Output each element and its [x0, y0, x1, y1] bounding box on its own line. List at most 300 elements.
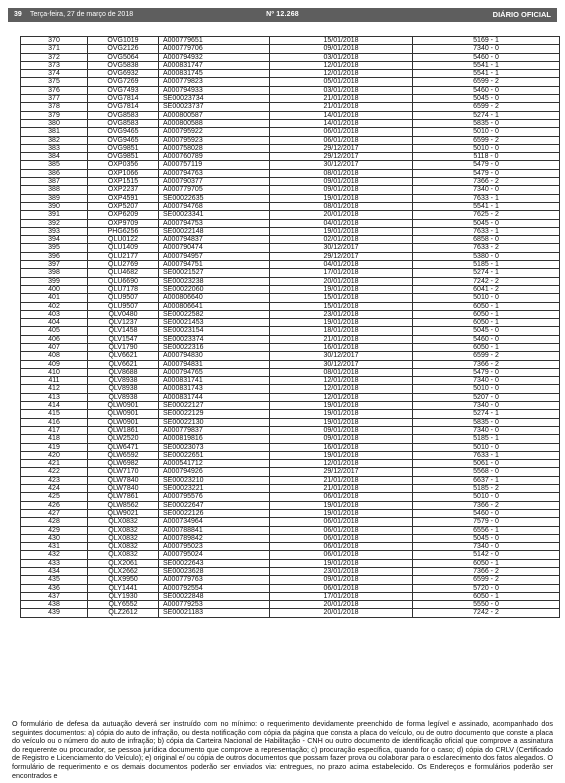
cell-infraction-code: A000779763 [159, 576, 270, 584]
cell-plate: QLY1441 [88, 584, 159, 592]
cell-plate: QLV1458 [88, 327, 159, 335]
cell-plate: QLW6592 [88, 451, 159, 459]
infractions-table-body [21, 37, 560, 618]
table-row [21, 460, 560, 468]
cell-code: 6050 - 1 [413, 559, 560, 567]
cell-date: 23/01/2018 [270, 310, 413, 318]
cell-infraction-code: A000794933 [159, 86, 270, 94]
cell-code: 5720 - 0 [413, 584, 560, 592]
cell-code: 7242 - 2 [413, 609, 560, 617]
cell-infraction-code: A000806641 [159, 302, 270, 310]
cell-code: 5010 - 0 [413, 128, 560, 136]
table-row [21, 485, 560, 493]
cell-code: 5010 - 0 [413, 294, 560, 302]
cell-row-number: 385 [21, 161, 88, 169]
cell-row-number: 407 [21, 343, 88, 351]
table-row [21, 202, 560, 210]
cell-date: 08/01/2018 [270, 169, 413, 177]
table-row [21, 576, 560, 584]
cell-code: 5274 - 1 [413, 269, 560, 277]
table-row [21, 360, 560, 368]
cell-infraction-code: A000831744 [159, 393, 270, 401]
cell-plate: QLW7170 [88, 468, 159, 476]
table-row [21, 95, 560, 103]
cell-row-number: 420 [21, 451, 88, 459]
cell-row-number: 389 [21, 194, 88, 202]
cell-infraction-code: A000795023 [159, 543, 270, 551]
cell-date: 09/01/2018 [270, 435, 413, 443]
cell-plate: QLY6552 [88, 601, 159, 609]
cell-date: 19/01/2018 [270, 559, 413, 567]
table-row [21, 169, 560, 177]
table-row [21, 443, 560, 451]
table-row [21, 227, 560, 235]
cell-infraction-code: SE00023734 [159, 95, 270, 103]
cell-row-number: 412 [21, 385, 88, 393]
cell-plate: QLX0832 [88, 526, 159, 534]
cell-code: 5010 - 0 [413, 443, 560, 451]
table-row [21, 468, 560, 476]
cell-plate: OVG9851 [88, 153, 159, 161]
cell-row-number: 427 [21, 509, 88, 517]
cell-infraction-code: A000790474 [159, 244, 270, 252]
cell-row-number: 398 [21, 269, 88, 277]
cell-row-number: 383 [21, 144, 88, 152]
cell-code: 7633 - 1 [413, 227, 560, 235]
cell-infraction-code: A000794765 [159, 368, 270, 376]
cell-code: 7366 - 2 [413, 501, 560, 509]
cell-plate: OVG7493 [88, 86, 159, 94]
cell-plate: QLU1409 [88, 244, 159, 252]
cell-plate: OVG7269 [88, 78, 159, 86]
cell-code: 6556 - 1 [413, 526, 560, 534]
cell-row-number: 377 [21, 95, 88, 103]
cell-plate: QLV8688 [88, 368, 159, 376]
cell-date: 08/01/2018 [270, 202, 413, 210]
cell-date: 09/01/2018 [270, 426, 413, 434]
table-row [21, 244, 560, 252]
table-row [21, 568, 560, 576]
cell-row-number: 373 [21, 61, 88, 69]
cell-code: 7366 - 2 [413, 568, 560, 576]
cell-row-number: 404 [21, 319, 88, 327]
cell-infraction-code: A000819816 [159, 435, 270, 443]
cell-code: 6599 - 2 [413, 352, 560, 360]
cell-plate: OXP1066 [88, 169, 159, 177]
cell-infraction-code: A000794830 [159, 352, 270, 360]
cell-date: 06/01/2018 [270, 136, 413, 144]
cell-row-number: 432 [21, 551, 88, 559]
cell-infraction-code: SE00022316 [159, 343, 270, 351]
table-row [21, 219, 560, 227]
cell-plate: QLU2769 [88, 261, 159, 269]
infractions-table-container [20, 36, 549, 618]
cell-plate: QLX9950 [88, 576, 159, 584]
table-row [21, 103, 560, 111]
cell-plate: QLW0901 [88, 418, 159, 426]
cell-plate: QLV8938 [88, 377, 159, 385]
cell-code: 5010 - 0 [413, 493, 560, 501]
cell-code: 5479 - 0 [413, 161, 560, 169]
cell-row-number: 415 [21, 410, 88, 418]
table-row [21, 426, 560, 434]
table-row [21, 402, 560, 410]
cell-code: 6041 - 2 [413, 285, 560, 293]
cell-code: 6858 - 0 [413, 236, 560, 244]
cell-date: 12/01/2018 [270, 70, 413, 78]
cell-infraction-code: A000800588 [159, 119, 270, 127]
cell-infraction-code: A000779706 [159, 45, 270, 53]
cell-infraction-code: SE00023238 [159, 277, 270, 285]
cell-plate: OVG8583 [88, 119, 159, 127]
table-row [21, 261, 560, 269]
cell-date: 08/01/2018 [270, 368, 413, 376]
table-row [21, 45, 560, 53]
cell-date: 03/01/2018 [270, 86, 413, 94]
cell-row-number: 381 [21, 128, 88, 136]
cell-plate: QLW7861 [88, 493, 159, 501]
cell-date: 20/01/2018 [270, 277, 413, 285]
cell-row-number: 414 [21, 402, 88, 410]
cell-date: 12/01/2018 [270, 377, 413, 385]
cell-plate: QLW6982 [88, 460, 159, 468]
cell-date: 19/01/2018 [270, 509, 413, 517]
cell-code: 6599 - 2 [413, 136, 560, 144]
cell-code: 5185 - 2 [413, 485, 560, 493]
cell-row-number: 397 [21, 261, 88, 269]
cell-date: 20/01/2018 [270, 601, 413, 609]
cell-infraction-code: A000831747 [159, 61, 270, 69]
table-row [21, 526, 560, 534]
cell-row-number: 405 [21, 327, 88, 335]
cell-infraction-code: A000541712 [159, 460, 270, 468]
cell-infraction-code: SE00022643 [159, 559, 270, 567]
cell-row-number: 410 [21, 368, 88, 376]
cell-code: 5185 - 1 [413, 261, 560, 269]
cell-row-number: 386 [21, 169, 88, 177]
cell-code: 7633 - 1 [413, 451, 560, 459]
cell-code: 5835 - 0 [413, 119, 560, 127]
cell-infraction-code: A000806640 [159, 294, 270, 302]
cell-infraction-code: A000794837 [159, 236, 270, 244]
cell-code: 5460 - 0 [413, 86, 560, 94]
table-row [21, 310, 560, 318]
cell-plate: PHG6256 [88, 227, 159, 235]
table-row [21, 319, 560, 327]
cell-row-number: 413 [21, 393, 88, 401]
table-row [21, 534, 560, 542]
cell-code: 7366 - 2 [413, 178, 560, 186]
cell-code: 6050 - 1 [413, 302, 560, 310]
cell-infraction-code: A000779837 [159, 426, 270, 434]
cell-row-number: 393 [21, 227, 88, 235]
cell-code: 5169 - 1 [413, 37, 560, 45]
cell-code: 5142 - 0 [413, 551, 560, 559]
cell-code: 5541 - 1 [413, 202, 560, 210]
cell-infraction-code: A000794926 [159, 468, 270, 476]
cell-row-number: 429 [21, 526, 88, 534]
table-row [21, 86, 560, 94]
cell-row-number: 406 [21, 335, 88, 343]
cell-infraction-code: SE00022127 [159, 402, 270, 410]
cell-row-number: 388 [21, 186, 88, 194]
cell-infraction-code: A000800587 [159, 111, 270, 119]
table-row [21, 377, 560, 385]
table-row [21, 61, 560, 69]
cell-code: 5541 - 1 [413, 61, 560, 69]
cell-code: 7340 - 0 [413, 543, 560, 551]
cell-date: 29/12/2017 [270, 252, 413, 260]
table-row [21, 285, 560, 293]
table-row [21, 418, 560, 426]
cell-date: 19/01/2018 [270, 418, 413, 426]
cell-row-number: 408 [21, 352, 88, 360]
table-row [21, 493, 560, 501]
table-row [21, 144, 560, 152]
cell-date: 19/01/2018 [270, 402, 413, 410]
cell-plate: QLZ2612 [88, 609, 159, 617]
cell-row-number: 421 [21, 460, 88, 468]
cell-code: 5479 - 0 [413, 368, 560, 376]
cell-date: 12/01/2018 [270, 460, 413, 468]
cell-row-number: 439 [21, 609, 88, 617]
cell-date: 06/01/2018 [270, 551, 413, 559]
cell-infraction-code: A000757119 [159, 161, 270, 169]
cell-row-number: 370 [21, 37, 88, 45]
cell-date: 09/01/2018 [270, 576, 413, 584]
cell-row-number: 436 [21, 584, 88, 592]
cell-row-number: 428 [21, 518, 88, 526]
cell-row-number: 433 [21, 559, 88, 567]
cell-row-number: 400 [21, 285, 88, 293]
cell-date: 19/01/2018 [270, 451, 413, 459]
cell-plate: QLX2662 [88, 568, 159, 576]
table-row [21, 335, 560, 343]
cell-plate: OVG9465 [88, 128, 159, 136]
cell-code: 5045 - 0 [413, 534, 560, 542]
table-row [21, 559, 560, 567]
cell-code: 7366 - 2 [413, 360, 560, 368]
cell-infraction-code: A000831745 [159, 70, 270, 78]
cell-date: 21/01/2018 [270, 103, 413, 111]
cell-date: 16/01/2018 [270, 443, 413, 451]
cell-plate: QLV1547 [88, 335, 159, 343]
cell-row-number: 371 [21, 45, 88, 53]
table-row [21, 252, 560, 260]
cell-row-number: 376 [21, 86, 88, 94]
table-row [21, 302, 560, 310]
cell-plate: OVG1019 [88, 37, 159, 45]
cell-row-number: 394 [21, 236, 88, 244]
cell-plate: QLU0122 [88, 236, 159, 244]
cell-row-number: 382 [21, 136, 88, 144]
cell-infraction-code: SE00022129 [159, 410, 270, 418]
cell-row-number: 401 [21, 294, 88, 302]
cell-date: 18/01/2018 [270, 327, 413, 335]
cell-row-number: 390 [21, 202, 88, 210]
cell-code: 5274 - 1 [413, 410, 560, 418]
cell-plate: QLX2061 [88, 559, 159, 567]
cell-plate: OVG9465 [88, 136, 159, 144]
cell-date: 06/01/2018 [270, 128, 413, 136]
cell-plate: QLW1861 [88, 426, 159, 434]
table-row [21, 368, 560, 376]
table-row [21, 211, 560, 219]
cell-plate: OXP0356 [88, 161, 159, 169]
table-row [21, 37, 560, 45]
table-row [21, 153, 560, 161]
cell-code: 5460 - 0 [413, 509, 560, 517]
table-row [21, 269, 560, 277]
table-row [21, 277, 560, 285]
cell-infraction-code: A000779705 [159, 186, 270, 194]
table-row [21, 501, 560, 509]
cell-code: 5118 - 0 [413, 153, 560, 161]
cell-code: 7579 - 0 [413, 518, 560, 526]
cell-plate: QLV1237 [88, 319, 159, 327]
cell-plate: OVG5838 [88, 61, 159, 69]
cell-infraction-code: A000795922 [159, 128, 270, 136]
cell-code: 5550 - 0 [413, 601, 560, 609]
cell-code: 6637 - 1 [413, 476, 560, 484]
table-row [21, 551, 560, 559]
table-row [21, 194, 560, 202]
cell-plate: QLW7840 [88, 485, 159, 493]
cell-plate: OVG7814 [88, 103, 159, 111]
cell-row-number: 425 [21, 493, 88, 501]
cell-date: 09/01/2018 [270, 186, 413, 194]
cell-infraction-code: SE00023628 [159, 568, 270, 576]
cell-row-number: 378 [21, 103, 88, 111]
cell-date: 12/01/2018 [270, 61, 413, 69]
cell-infraction-code: SE00022130 [159, 418, 270, 426]
cell-plate: QLU9507 [88, 302, 159, 310]
cell-infraction-code: A000794768 [159, 202, 270, 210]
cell-infraction-code: A000794932 [159, 53, 270, 61]
cell-row-number: 387 [21, 178, 88, 186]
table-row [21, 518, 560, 526]
cell-plate: QLW0901 [88, 410, 159, 418]
cell-date: 06/01/2018 [270, 518, 413, 526]
publication-date: Terça-feira, 27 de março de 2018 [30, 11, 134, 18]
cell-code: 5541 - 1 [413, 70, 560, 78]
cell-plate: QLX0832 [88, 551, 159, 559]
cell-date: 06/01/2018 [270, 543, 413, 551]
cell-date: 09/01/2018 [270, 178, 413, 186]
cell-date: 23/01/2018 [270, 568, 413, 576]
cell-date: 20/01/2018 [270, 211, 413, 219]
cell-date: 19/01/2018 [270, 501, 413, 509]
issue-number: Nº 12.268 [266, 11, 299, 18]
cell-date: 21/01/2018 [270, 335, 413, 343]
cell-row-number: 418 [21, 435, 88, 443]
cell-row-number: 399 [21, 277, 88, 285]
cell-code: 5380 - 0 [413, 252, 560, 260]
table-row [21, 128, 560, 136]
cell-row-number: 422 [21, 468, 88, 476]
cell-plate: OVG5064 [88, 53, 159, 61]
cell-date: 19/01/2018 [270, 227, 413, 235]
table-row [21, 186, 560, 194]
cell-infraction-code: A000734964 [159, 518, 270, 526]
cell-plate: OVG2126 [88, 45, 159, 53]
cell-row-number: 423 [21, 476, 88, 484]
table-row [21, 592, 560, 600]
table-row [21, 53, 560, 61]
cell-code: 7633 - 2 [413, 244, 560, 252]
table-row [21, 543, 560, 551]
cell-infraction-code: A000779253 [159, 601, 270, 609]
cell-plate: QLV1790 [88, 343, 159, 351]
cell-row-number: 403 [21, 310, 88, 318]
table-row [21, 236, 560, 244]
cell-plate: QLW0901 [88, 402, 159, 410]
cell-plate: QLU9507 [88, 294, 159, 302]
cell-infraction-code: SE00023341 [159, 211, 270, 219]
cell-date: 12/01/2018 [270, 385, 413, 393]
cell-row-number: 435 [21, 576, 88, 584]
cell-row-number: 374 [21, 70, 88, 78]
cell-date: 04/01/2018 [270, 261, 413, 269]
cell-plate: QLW7840 [88, 476, 159, 484]
cell-code: 5460 - 0 [413, 53, 560, 61]
cell-infraction-code: SE00023221 [159, 485, 270, 493]
cell-infraction-code: A000789842 [159, 534, 270, 542]
cell-code: 7625 - 2 [413, 211, 560, 219]
cell-code: 5460 - 0 [413, 335, 560, 343]
table-row [21, 509, 560, 517]
cell-date: 29/12/2017 [270, 153, 413, 161]
defense-instructions-paragraph: O formulário de defesa da autuação deverá ser instruído com no mínimo: o requerimento devidamente preenchido de forma legível e assinado, acompanhado dos seguintes documentos: a) cópia do auto de infração, ou desta notificação com cópia da página que consta a placa do veículo, ou de outro documento que conste a placa do veículo ou o número do auto de infração; b) cópia da Carteira Nacional de Habilitação - CNH ou outro documento de identificação oficial que comprove a assinatura do requerente ou procurador, se pessoa jurídica documento que comprove a representação; c) procuração específica, quando for o caso; d) cópia do CRLV (Certificado de Registro e Licenciamento do Veículo); e) original e/ ou cópia de outros documentos que possam fazer prova ou colaborar para o esclarecimento dos fatos alegados. O formulário de requerimento e os demais documentos poderão ser enviados via: entregues, no prazo acima estabelecido. Os Endereços e formulários poderão ser encontrados e [12, 720, 553, 780]
cell-code: 5274 - 1 [413, 111, 560, 119]
cell-code: 5185 - 1 [413, 435, 560, 443]
page-number: 39 [14, 11, 22, 18]
cell-code: 5207 - 0 [413, 393, 560, 401]
cell-date: 30/12/2017 [270, 244, 413, 252]
cell-code: 5045 - 0 [413, 219, 560, 227]
cell-plate: OXP4591 [88, 194, 159, 202]
table-row [21, 385, 560, 393]
cell-row-number: 402 [21, 302, 88, 310]
cell-date: 15/01/2018 [270, 302, 413, 310]
cell-infraction-code: A000794831 [159, 360, 270, 368]
cell-plate: QLW8562 [88, 501, 159, 509]
cell-plate: QLX0832 [88, 543, 159, 551]
cell-code: 5045 - 0 [413, 95, 560, 103]
cell-infraction-code: SE00023154 [159, 327, 270, 335]
cell-code: 6599 - 2 [413, 103, 560, 111]
cell-date: 15/01/2018 [270, 294, 413, 302]
cell-code: 7340 - 0 [413, 45, 560, 53]
cell-date: 19/01/2018 [270, 194, 413, 202]
cell-date: 02/01/2018 [270, 236, 413, 244]
cell-infraction-code: A000792554 [159, 584, 270, 592]
cell-plate: QLW6471 [88, 443, 159, 451]
cell-infraction-code: SE00023737 [159, 103, 270, 111]
cell-infraction-code: A000794957 [159, 252, 270, 260]
cell-date: 16/01/2018 [270, 343, 413, 351]
cell-plate: OVG8583 [88, 111, 159, 119]
cell-date: 06/01/2018 [270, 534, 413, 542]
cell-date: 19/01/2018 [270, 410, 413, 418]
cell-plate: QLU6690 [88, 277, 159, 285]
cell-plate: QLU4682 [88, 269, 159, 277]
cell-code: 5061 - 0 [413, 460, 560, 468]
cell-row-number: 419 [21, 443, 88, 451]
cell-infraction-code: A000788841 [159, 526, 270, 534]
cell-row-number: 396 [21, 252, 88, 260]
cell-row-number: 424 [21, 485, 88, 493]
